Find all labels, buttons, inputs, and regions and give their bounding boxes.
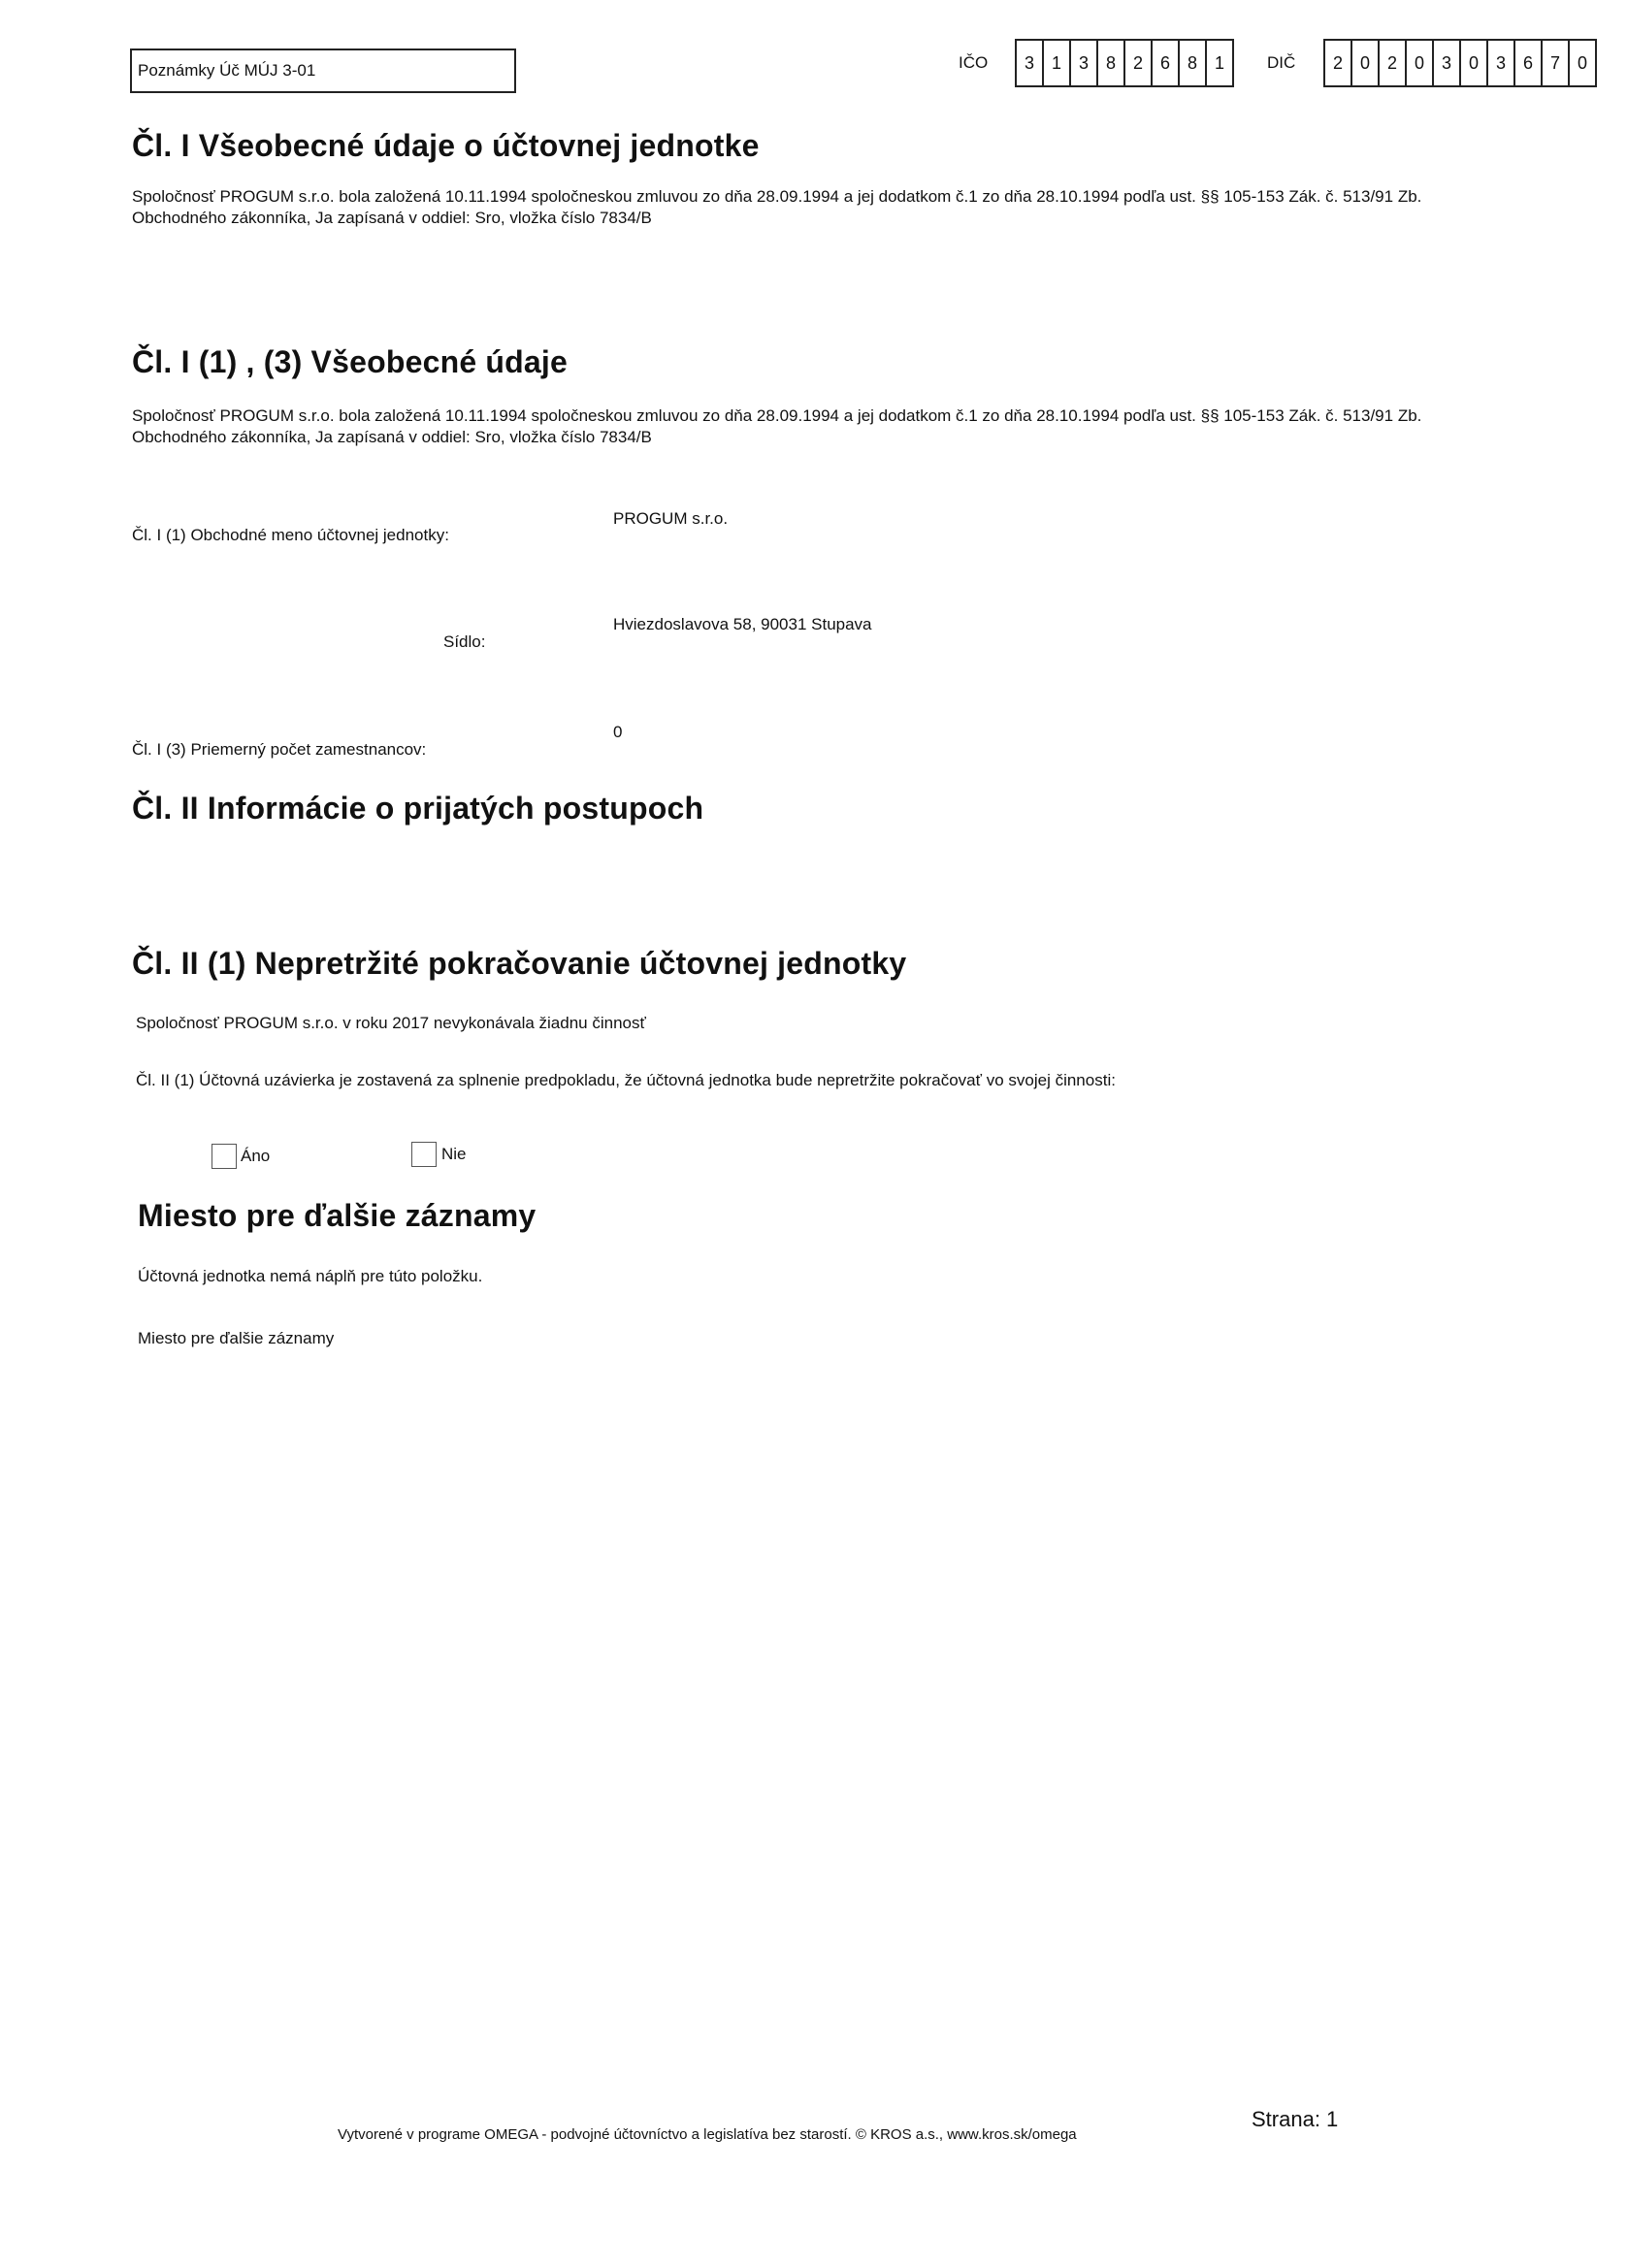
checkbox-nie[interactable] [411,1142,437,1167]
ico-digit: 2 [1123,39,1153,87]
section-title-accepted-procedures: Čl. II Informácie o prijatých postupoch [132,791,704,826]
checkbox-nie-label: Nie [441,1145,467,1163]
employees-value: 0 [613,723,623,741]
seat-value: Hviezdoslavova 58, 90031 Stupava [613,615,872,633]
dic-digit: 2 [1323,39,1352,87]
form-label-box [130,49,516,93]
footer-generated-by: Vytvorené v programe OMEGA - podvojné účtovníctvo a legislatíva bez starostí. © KROS a.s., www.kros.sk/omega [338,2126,1077,2143]
dic-digit: 3 [1432,39,1461,87]
dic-digit: 3 [1486,39,1515,87]
dic-digit: 7 [1541,39,1570,87]
section-title-general-info: Čl. I Všeobecné údaje o účtovnej jednotke [132,128,760,163]
ico-digit: 8 [1178,39,1207,87]
dic-label: DIČ [1267,53,1296,72]
checkbox-ano-label: Áno [241,1147,271,1165]
section-text-general-data [132,405,1597,448]
text-line: Spoločnosť PROGUM s.r.o. bola založená 10.11.1994 spoločneskou zmluvou zo dňa 28.09.1994 a jej dodatkom č.1 zo dňa 28.10.1994 podľa ust. §§ 105-153 Zák. č. 513/91 Zb. [132,187,1422,206]
dic-digit: 2 [1378,39,1407,87]
dic-digit: 0 [1459,39,1488,87]
dic-digit: 0 [1405,39,1434,87]
page-number: Strana: 1 [1252,2107,1339,2131]
employees-label: Čl. I (3) Priemerný počet zamestnancov: [132,740,427,759]
ico-digit: 3 [1069,39,1098,87]
ico-digit: 1 [1042,39,1071,87]
text-line: Obchodného zákonníka, Ja zapísaná v oddiel: Sro, vložka číslo 7834/B [132,209,652,227]
ico-digit: 6 [1151,39,1180,87]
further-records-text: Účtovná jednotka nemá náplň pre túto položku. [138,1267,483,1285]
dic-digit: 0 [1568,39,1597,87]
section-title-further-records: Miesto pre ďalšie záznamy [138,1198,537,1233]
company-name-value: PROGUM s.r.o. [613,509,729,528]
form-label: Poznámky Úč MÚJ 3-01 [138,61,316,80]
going-concern-text: Spoločnosť PROGUM s.r.o. v roku 2017 nevykonávala žiadnu činnosť [136,1014,646,1032]
section-title-going-concern: Čl. II (1) Nepretržité pokračovanie účtovnej jednotky [132,946,907,981]
dic-digits [1323,39,1597,87]
ico-label: IČO [959,53,989,72]
going-concern-question: Čl. II (1) Účtovná uzávierka je zostavená za splnenie predpokladu, že účtovná jednotka bude nepretržite pokračovať vo svojej činnosti: [136,1071,1116,1089]
seat-label: Sídlo: [443,632,486,651]
text-line: Obchodného zákonníka, Ja zapísaná v oddiel: Sro, vložka číslo 7834/B [132,428,652,446]
section-title-general-data: Čl. I (1) , (3) Všeobecné údaje [132,344,568,379]
further-records-label: Miesto pre ďalšie záznamy [138,1329,335,1347]
checkbox-ano[interactable] [212,1144,237,1169]
ico-digit: 8 [1096,39,1125,87]
text-line: Spoločnosť PROGUM s.r.o. bola založená 10.11.1994 spoločneskou zmluvou zo dňa 28.09.1994 a jej dodatkom č.1 zo dňa 28.10.1994 podľa ust. §§ 105-153 Zák. č. 513/91 Zb. [132,406,1422,425]
dic-digit: 0 [1350,39,1380,87]
dic-digit: 6 [1513,39,1543,87]
ico-digit: 1 [1205,39,1234,87]
company-name-label: Čl. I (1) Obchodné meno účtovnej jednotky: [132,526,449,544]
ico-digit: 3 [1015,39,1044,87]
section-text-general-info [132,186,1597,229]
ico-digits [1015,39,1234,87]
